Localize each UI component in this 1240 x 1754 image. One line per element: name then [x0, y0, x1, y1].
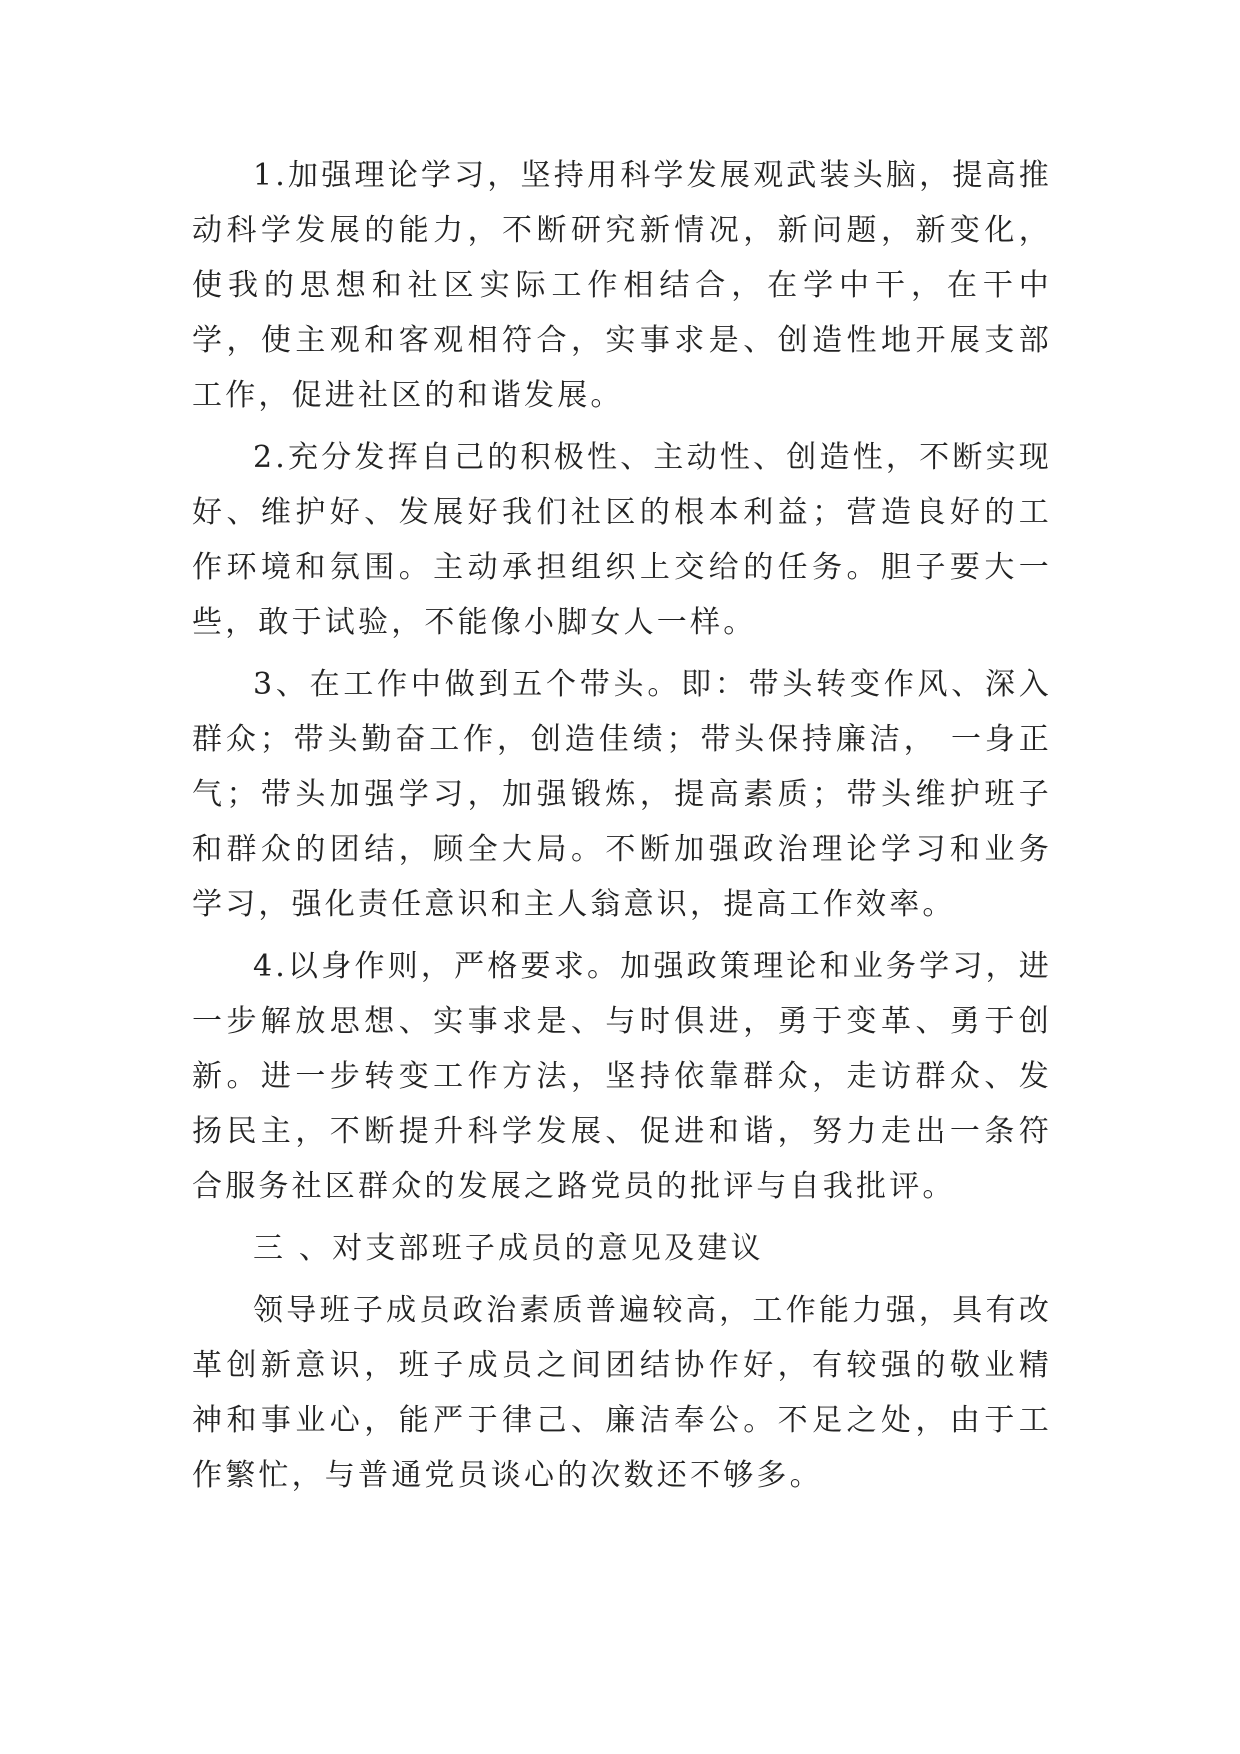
paragraph-item-2: 2.充分发挥自己的积极性、主动性、创造性，不断实现好、维护好、发展好我们社区的根本利益；营造良好的工作环境和氛围。主动承担组织上交给的任务。胆子要大一些，敢于试验，不能像小脚女人一样。: [192, 440, 1052, 640]
paragraph-item-3: 3、在工作中做到五个带头。即：带头转变作风、深入群众；带头勤奋工作，创造佳绩；带头保持廉洁， 一身正气；带头加强学习，加强锻炼，提高素质；带头维护班子和群众的团结，顾全大局。不断加强政治理论学习和业务学习，强化责任意识和主人翁意识，提高工作效率。: [192, 667, 1052, 922]
closing-paragraph: 领导班子成员政治素质普遍较高，工作能力强，具有改革创新意识，班子成员之间团结协作好，有较强的敬业精神和事业心，能严于律己、廉洁奉公。不足之处，由于工作繁忙，与普通党员谈心的次数还不够多。: [192, 1293, 1052, 1493]
document-body: [192, 148, 1052, 1510]
paragraph-item-4: 4.以身作则，严格要求。加强政策理论和业务学习，进一步解放思想、实事求是、与时俱进，勇于变革、勇于创新。进一步转变工作方法，坚持依靠群众，走访群众、发扬民主，不断提升科学发展、促进和谐，努力走出一条符合服务社区群众的发展之路党员的批评与自我批评。: [192, 949, 1052, 1204]
paragraph-item-1: 1.加强理论学习，坚持用科学发展观武装头脑，提高推动科学发展的能力，不断研究新情况，新问题，新变化，使我的思想和社区实际工作相结合，在学中干，在干中学，使主观和客观相符合，实事求是、创造性地开展支部工作，促进社区的和谐发展。: [192, 158, 1052, 413]
section-heading: 三 、对支部班子成员的意见及建议: [253, 1231, 764, 1266]
